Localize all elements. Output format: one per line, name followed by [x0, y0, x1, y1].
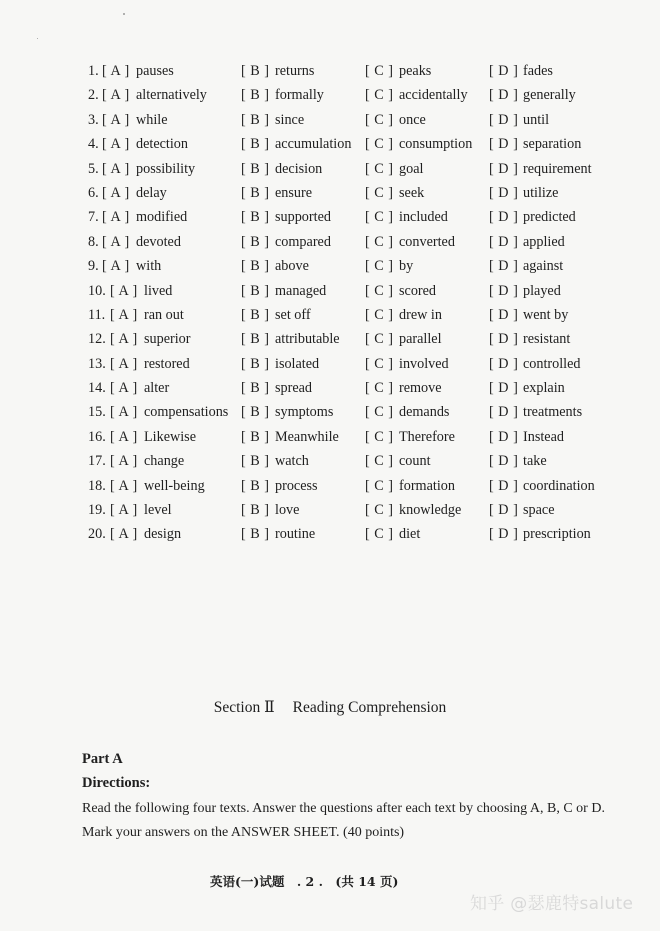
question-number: 5.: [88, 160, 99, 177]
option-letter: [ B ]: [241, 526, 270, 543]
option-d: [489, 500, 555, 520]
option-letter: [ A ]: [102, 63, 130, 79]
option-letter: [ B ]: [241, 136, 270, 153]
section-heading: [0, 698, 660, 718]
option-d: [489, 281, 561, 301]
option-text: went by: [523, 306, 569, 323]
question-row: [88, 207, 628, 231]
option-a: [102, 85, 207, 105]
question-number: 19.: [88, 502, 106, 519]
option-letter: [ B ]: [241, 63, 270, 79]
option-a: [110, 427, 196, 447]
option-letter: [ B ]: [241, 160, 270, 177]
question-number: 1.: [88, 63, 99, 79]
question-row: [88, 232, 628, 256]
option-letter: [ C ]: [365, 306, 394, 323]
option-letter: [ C ]: [365, 111, 394, 128]
option-text: well-being: [144, 477, 205, 494]
question-number: 16.: [88, 428, 106, 445]
option-text: explain: [523, 380, 565, 397]
question-row: [88, 110, 628, 134]
option-a: [110, 524, 181, 544]
option-letter: [ D ]: [489, 111, 519, 128]
option-letter: [ D ]: [489, 453, 519, 470]
option-letter: [ C ]: [365, 136, 394, 153]
option-text: peaks: [399, 63, 432, 79]
question-list: [88, 61, 628, 549]
option-text: design: [144, 526, 182, 543]
option-a: [102, 207, 187, 227]
option-a: [102, 256, 161, 276]
question-number: 4.: [88, 136, 99, 153]
option-letter: [ A ]: [102, 87, 130, 104]
option-text: with: [136, 258, 162, 275]
option-letter: [ A ]: [110, 331, 138, 348]
question-row: [88, 427, 628, 451]
option-d: [489, 159, 592, 179]
option-c: [365, 110, 426, 130]
option-a: [110, 281, 172, 301]
option-letter: [ A ]: [110, 380, 138, 397]
option-letter: [ C ]: [365, 526, 394, 543]
option-b: [241, 85, 324, 105]
option-letter: [ B ]: [241, 477, 270, 494]
option-letter: [ A ]: [110, 477, 138, 494]
option-text: accidentally: [399, 87, 468, 104]
option-letter: [ A ]: [110, 428, 138, 445]
option-d: [489, 524, 591, 544]
question-number: 10.: [88, 282, 106, 299]
option-text: modified: [136, 209, 188, 226]
option-d: [489, 134, 581, 154]
question-number: 14.: [88, 380, 106, 397]
option-letter: [ D ]: [489, 87, 519, 104]
option-letter: [ D ]: [489, 526, 519, 543]
page-footer: 英语(一)试题 . 2 . (共 14 页): [210, 874, 399, 889]
option-b: [241, 305, 311, 325]
option-letter: [ B ]: [241, 453, 270, 470]
option-letter: [ A ]: [102, 111, 130, 128]
option-text: restored: [144, 355, 190, 372]
option-text: superior: [144, 331, 191, 348]
option-a: [102, 159, 195, 179]
option-text: supported: [275, 209, 331, 226]
option-text: compensations: [144, 404, 229, 421]
question-row: [88, 256, 628, 280]
option-text: symptoms: [275, 404, 334, 421]
option-letter: [ D ]: [489, 63, 519, 79]
option-letter: [ B ]: [241, 380, 270, 397]
option-letter: [ B ]: [241, 502, 270, 519]
option-text: generally: [523, 87, 576, 104]
option-letter: [ B ]: [241, 184, 270, 201]
question-row: [88, 354, 628, 378]
option-letter: [ B ]: [241, 404, 270, 421]
option-text: count: [399, 453, 431, 470]
question-number: 3.: [88, 111, 99, 128]
option-d: [489, 110, 549, 130]
option-b: [241, 354, 319, 374]
option-letter: [ B ]: [241, 282, 270, 299]
option-letter: [ B ]: [241, 209, 270, 226]
option-text: isolated: [275, 355, 320, 372]
option-c: [365, 134, 472, 154]
option-c: [365, 329, 442, 349]
option-letter: [ C ]: [365, 428, 394, 445]
option-letter: [ C ]: [365, 209, 394, 226]
option-letter: [ B ]: [241, 428, 270, 445]
option-letter: [ A ]: [102, 160, 130, 177]
option-letter: [ B ]: [241, 111, 270, 128]
option-letter: [ D ]: [489, 184, 519, 201]
question-row: [88, 500, 628, 524]
option-d: [489, 427, 564, 447]
option-letter: [ D ]: [489, 428, 519, 445]
option-a: [110, 329, 191, 349]
directions-label: Directions:: [82, 775, 151, 791]
option-a: [110, 378, 169, 398]
option-text: diet: [399, 526, 421, 543]
option-d: [489, 476, 595, 496]
option-text: managed: [275, 282, 327, 299]
option-c: [365, 402, 449, 422]
option-letter: [ C ]: [365, 63, 394, 79]
option-text: set off: [275, 306, 311, 323]
option-d: [489, 451, 547, 471]
option-d: [489, 183, 558, 203]
option-text: predicted: [523, 209, 576, 226]
option-letter: [ A ]: [110, 282, 138, 299]
option-letter: [ A ]: [102, 136, 130, 153]
question-row: [88, 451, 628, 475]
option-text: spread: [275, 380, 313, 397]
option-letter: [ D ]: [489, 258, 519, 275]
option-b: [241, 476, 318, 496]
option-a: [102, 61, 174, 81]
question-number: 18.: [88, 477, 106, 494]
option-letter: [ D ]: [489, 160, 519, 177]
option-letter: [ C ]: [365, 477, 394, 494]
option-text: accumulation: [275, 136, 352, 153]
option-text: until: [523, 111, 550, 128]
option-c: [365, 500, 461, 520]
option-text: change: [144, 453, 185, 470]
option-text: against: [523, 258, 564, 275]
option-letter: [ A ]: [102, 233, 130, 250]
option-text: utilize: [523, 184, 559, 201]
question-number: 13.: [88, 355, 106, 372]
option-text: level: [144, 502, 172, 519]
option-b: [241, 256, 309, 276]
option-letter: [ A ]: [110, 306, 138, 323]
option-text: attributable: [275, 331, 340, 348]
option-c: [365, 85, 468, 105]
option-letter: [ C ]: [365, 331, 394, 348]
option-text: love: [275, 502, 300, 519]
option-text: controlled: [523, 355, 581, 372]
option-text: separation: [523, 136, 582, 153]
option-b: [241, 134, 351, 154]
question-number: 17.: [88, 453, 106, 470]
option-text: knowledge: [399, 502, 462, 519]
option-d: [489, 207, 576, 227]
option-b: [241, 110, 304, 130]
option-c: [365, 378, 442, 398]
option-letter: [ C ]: [365, 258, 394, 275]
option-text: drew in: [399, 306, 442, 323]
option-text: since: [275, 111, 305, 128]
option-text: Therefore: [399, 428, 455, 445]
option-text: applied: [523, 233, 565, 250]
question-row: [88, 134, 628, 158]
option-text: remove: [399, 380, 442, 397]
option-text: routine: [275, 526, 316, 543]
option-text: compared: [275, 233, 331, 250]
option-a: [110, 305, 184, 325]
question-row: [88, 402, 628, 426]
option-text: played: [523, 282, 561, 299]
option-b: [241, 281, 326, 301]
option-letter: [ D ]: [489, 380, 519, 397]
question-number: 15.: [88, 404, 106, 421]
option-a: [110, 354, 190, 374]
option-c: [365, 207, 448, 227]
option-letter: [ B ]: [241, 258, 270, 275]
option-b: [241, 427, 339, 447]
option-text: formally: [275, 87, 324, 104]
option-letter: [ B ]: [241, 355, 270, 372]
option-text: Instead: [523, 428, 564, 445]
option-a: [110, 476, 205, 496]
option-b: [241, 329, 340, 349]
option-d: [489, 305, 568, 325]
option-text: goal: [399, 160, 424, 177]
option-letter: [ C ]: [365, 282, 394, 299]
option-b: [241, 183, 312, 203]
option-text: alternatively: [136, 87, 207, 104]
question-row: [88, 476, 628, 500]
section-title: Reading Comprehension: [292, 699, 447, 716]
option-c: [365, 427, 455, 447]
option-text: parallel: [399, 331, 442, 348]
option-letter: [ D ]: [489, 404, 519, 421]
option-text: alter: [144, 380, 170, 397]
option-text: by: [399, 258, 414, 275]
option-letter: [ B ]: [241, 331, 270, 348]
question-row: [88, 183, 628, 207]
option-letter: [ A ]: [110, 404, 138, 421]
option-text: coordination: [523, 477, 595, 494]
option-a: [102, 110, 168, 130]
question-row: [88, 159, 628, 183]
option-letter: [ A ]: [110, 453, 138, 470]
question-row: [88, 281, 628, 305]
option-text: watch: [275, 453, 309, 470]
option-text: possibility: [136, 160, 196, 177]
option-text: converted: [399, 233, 455, 250]
option-text: fades: [523, 63, 553, 79]
question-row: [88, 305, 628, 329]
option-letter: [ B ]: [241, 87, 270, 104]
option-c: [365, 476, 455, 496]
option-c: [365, 354, 449, 374]
option-text: take: [523, 453, 547, 470]
question-number: 8.: [88, 233, 99, 250]
scan-speck: [123, 13, 125, 15]
option-c: [365, 281, 436, 301]
section-number: Section Ⅱ: [213, 699, 275, 716]
option-letter: [ B ]: [241, 233, 270, 250]
option-text: lived: [144, 282, 173, 299]
option-b: [241, 402, 333, 422]
option-letter: [ A ]: [102, 258, 130, 275]
option-text: Likewise: [144, 428, 197, 445]
option-letter: [ C ]: [365, 502, 394, 519]
option-text: included: [399, 209, 448, 226]
option-c: [365, 159, 423, 179]
option-d: [489, 85, 576, 105]
option-a: [110, 451, 184, 471]
option-d: [489, 378, 565, 398]
option-letter: [ C ]: [365, 380, 394, 397]
option-letter: [ A ]: [102, 209, 130, 226]
watermark: 知乎 @瑟鹿特salute: [470, 894, 634, 914]
option-b: [241, 61, 314, 81]
question-number: 6.: [88, 184, 99, 201]
option-letter: [ D ]: [489, 355, 519, 372]
scan-speck: [37, 38, 38, 39]
option-text: prescription: [523, 526, 591, 543]
option-text: process: [275, 477, 318, 494]
option-letter: [ D ]: [489, 282, 519, 299]
option-text: consumption: [399, 136, 473, 153]
option-letter: [ C ]: [365, 160, 394, 177]
option-text: decision: [275, 160, 323, 177]
option-b: [241, 500, 299, 520]
option-text: ensure: [275, 184, 313, 201]
option-a: [102, 183, 167, 203]
option-text: delay: [136, 184, 167, 201]
option-letter: [ D ]: [489, 136, 519, 153]
option-d: [489, 232, 565, 252]
option-c: [365, 256, 413, 276]
option-b: [241, 232, 331, 252]
question-number: 2.: [88, 87, 99, 104]
option-text: formation: [399, 477, 455, 494]
option-letter: [ A ]: [102, 184, 130, 201]
question-row: [88, 524, 628, 548]
option-text: seek: [399, 184, 425, 201]
option-b: [241, 451, 309, 471]
option-d: [489, 402, 582, 422]
option-text: ran out: [144, 306, 184, 323]
option-letter: [ A ]: [110, 502, 138, 519]
option-text: Meanwhile: [275, 428, 339, 445]
option-letter: [ A ]: [110, 526, 138, 543]
option-d: [489, 354, 581, 374]
option-d: [489, 256, 563, 276]
part-label: Part A: [82, 751, 123, 767]
option-letter: [ C ]: [365, 355, 394, 372]
option-letter: [ D ]: [489, 306, 519, 323]
question-number: 9.: [88, 258, 99, 275]
option-letter: [ D ]: [489, 502, 519, 519]
question-row: [88, 329, 628, 353]
option-letter: [ C ]: [365, 87, 394, 104]
question-row: [88, 85, 628, 109]
option-c: [365, 524, 420, 544]
directions-text: Read the following four texts. Answer the questions after each text by choosing A, B, C or D. Mark your answers on the ANSWER SHEET. (40 points): [82, 801, 605, 840]
option-c: [365, 61, 431, 81]
option-letter: [ D ]: [489, 477, 519, 494]
option-letter: [ B ]: [241, 306, 270, 323]
option-c: [365, 232, 455, 252]
option-c: [365, 451, 431, 471]
option-d: [489, 329, 570, 349]
question-number: 12.: [88, 331, 106, 348]
option-letter: [ C ]: [365, 453, 394, 470]
option-text: while: [136, 111, 168, 128]
question-number: 7.: [88, 209, 99, 226]
option-c: [365, 305, 442, 325]
option-text: devoted: [136, 233, 181, 250]
option-b: [241, 378, 312, 398]
option-letter: [ D ]: [489, 209, 519, 226]
option-text: involved: [399, 355, 449, 372]
option-text: once: [399, 111, 426, 128]
option-b: [241, 524, 315, 544]
option-a: [110, 402, 228, 422]
option-a: [102, 232, 181, 252]
option-a: [110, 500, 172, 520]
question-number: 20.: [88, 526, 106, 543]
option-b: [241, 159, 322, 179]
question-number: 11.: [88, 306, 106, 323]
option-letter: [ D ]: [489, 233, 519, 250]
option-text: demands: [399, 404, 450, 421]
option-letter: [ C ]: [365, 404, 394, 421]
question-row: [88, 378, 628, 402]
option-text: pauses: [136, 63, 174, 79]
option-letter: [ A ]: [110, 355, 138, 372]
option-text: space: [523, 502, 555, 519]
option-b: [241, 207, 331, 227]
option-letter: [ C ]: [365, 184, 394, 201]
option-text: treatments: [523, 404, 583, 421]
option-text: scored: [399, 282, 437, 299]
option-c: [365, 183, 424, 203]
option-letter: [ C ]: [365, 233, 394, 250]
option-text: requirement: [523, 160, 592, 177]
option-letter: [ D ]: [489, 331, 519, 348]
option-text: above: [275, 258, 309, 275]
option-text: resistant: [523, 331, 571, 348]
option-a: [102, 134, 188, 154]
option-text: returns: [275, 63, 315, 79]
option-text: detection: [136, 136, 188, 153]
question-row: [88, 61, 628, 85]
option-d: [489, 61, 553, 81]
